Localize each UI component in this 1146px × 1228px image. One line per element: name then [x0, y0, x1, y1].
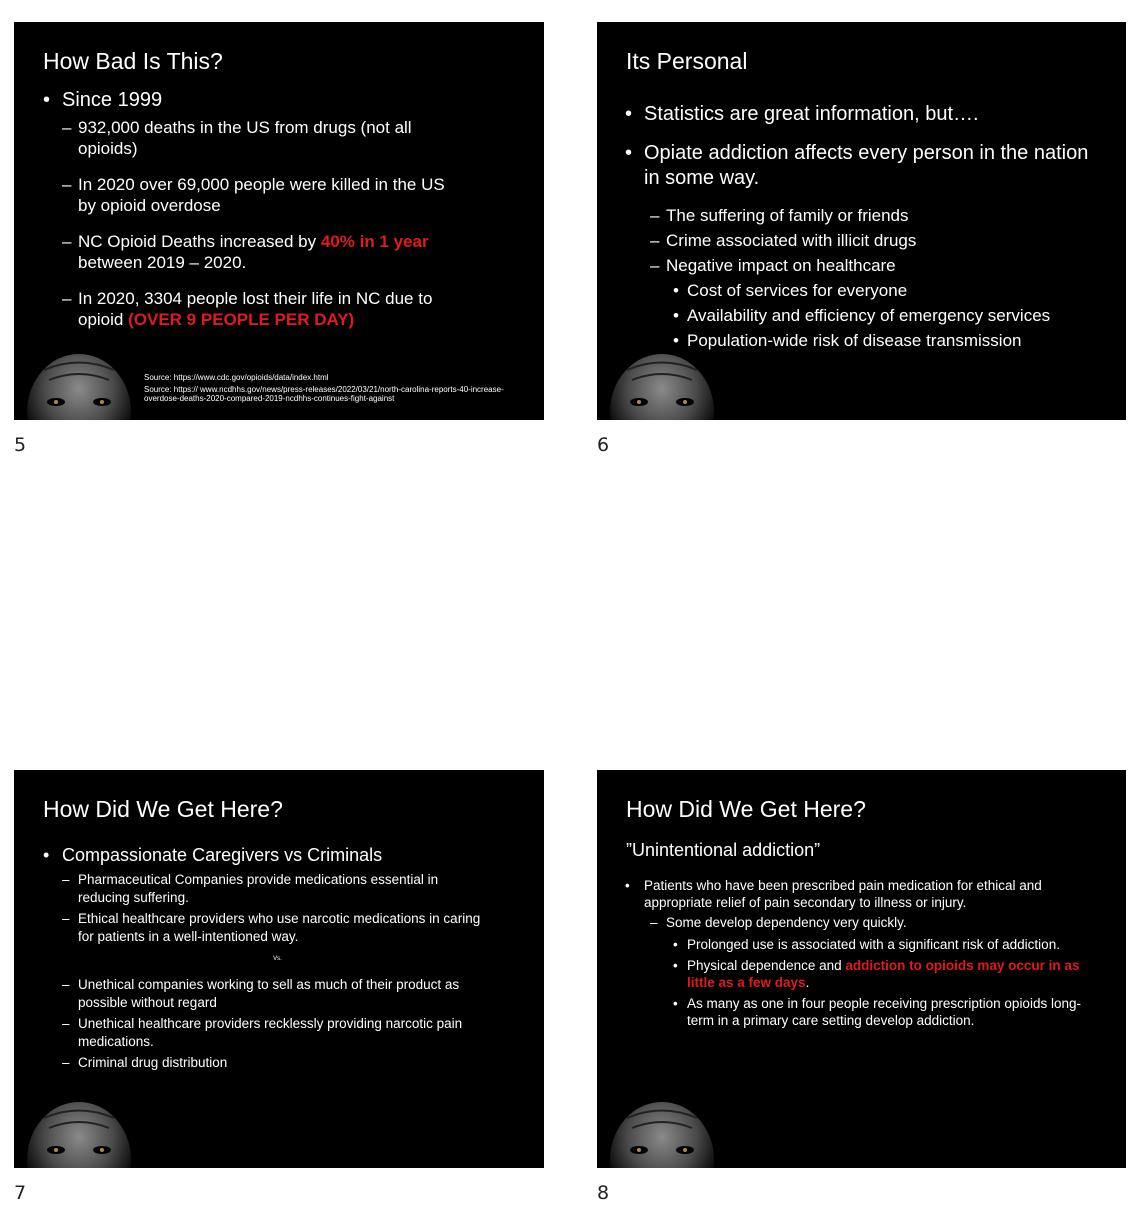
vs-label: Vs. [273, 956, 282, 962]
list-item: – Negative impact on healthcare • Cost of services for everyone • Availability and efficiency of emergency services • Population-wide risk of disease transmission [650, 253, 1095, 353]
source-line: Source: https:// www.ncdhhs.gov/news/press-releases/2022/03/21/north-carolina-reports-40-increase-overdose-deaths-2020-compared-2019-ncdhhs-continues-fight-against [144, 385, 504, 403]
face-image [24, 1098, 134, 1168]
list-item: – Ethical healthcare providers who use narcotic medications in caring for patients in a well-intentioned way. [62, 910, 493, 946]
list-item: – Pharmaceutical Companies provide medications essential in reducing suffering. [62, 871, 493, 907]
slide-title: How Bad Is This? [43, 48, 223, 74]
list-item: – Unethical companies working to sell as much of their product as possible without regard [62, 976, 493, 1012]
slide-title: Its Personal [626, 48, 748, 74]
bullet-item: • Patients who have been prescribed pain medication for ethical and appropriate relief of pain secondary to illness or injury. – Some develop dependency very quickly. • Prolonged use is associated with a significant risk of addiction. • Physical dependence and addiction to opioids may occur in as little as a few days. • As many as one in four people receiving prescription opioids long-term in a primary care setting develop addiction. [625, 877, 1090, 1029]
slide-number: 6 [597, 434, 610, 456]
bullet-list [625, 102, 1095, 353]
list-item: – The suffering of family or friends [650, 203, 1095, 228]
bullet-list [43, 845, 493, 1072]
list-item: – Crime associated with illicit drugs [650, 228, 1095, 253]
bullet-item: • Statistics are great information, but…. [625, 102, 1095, 127]
bullet-list [43, 89, 463, 330]
sub-item: • As many as one in four people receiving prescription opioids long-term in a primary care setting develop addiction. [673, 995, 1090, 1029]
sources [144, 373, 524, 403]
slide-6 [597, 22, 1126, 420]
source-line: Source: https://www.cdc.gov/opioids/data/index.html [144, 373, 329, 382]
slide-number: 8 [597, 1182, 610, 1204]
list-item: – Unethical healthcare providers recklessly providing narcotic pain medications. [62, 1015, 493, 1051]
bullet-item: • Opiate addiction affects every person in the nation in some way. – The suffering of family or friends – Crime associated with illicit drugs – Negative impact on healthcare • Cost of services for everyone • Availability and efficiency of emergency services • Population-wide risk of disease transmission [625, 141, 1095, 353]
slide-title: How Did We Get Here? [626, 796, 866, 822]
face-image [24, 350, 134, 420]
bullet-list [625, 877, 1090, 1029]
list-item: – In 2020, 3304 people lost their life in NC due to opioid (OVER 9 PEOPLE PER DAY) [62, 288, 463, 330]
bullet-item: • Compassionate Caregivers vs Criminals – Pharmaceutical Companies provide medications essential in reducing suffering. – Ethical healthcare providers who use narcotic medications in caring for patients in a well-intentioned way. Vs. – Unethical companies working to sell as much of their product as possible without regard – Unethical healthcare providers recklessly providing narcotic pain medications. – Criminal drug distribution [43, 845, 493, 1072]
list-item: – Criminal drug distribution [62, 1054, 493, 1072]
list-item: – In 2020 over 69,000 people were killed in the US by opioid overdose [62, 174, 463, 216]
sub-item: • Population-wide risk of disease transmission [673, 328, 1095, 353]
list-item: – NC Opioid Deaths increased by 40% in 1 year between 2019 – 2020. [62, 231, 463, 273]
sub-item: • Physical dependence and addiction to opioids may occur in as little as a few days. [673, 957, 1090, 991]
slide-title: How Did We Get Here? [43, 796, 283, 822]
sub-item: • Availability and efficiency of emergency services [673, 303, 1095, 328]
list-item: – 932,000 deaths in the US from drugs (not all opioids) [62, 117, 463, 159]
slide-7 [14, 770, 544, 1168]
face-image [607, 1098, 717, 1168]
sub-item: • Cost of services for everyone [673, 278, 1095, 303]
sub-item: • Prolonged use is associated with a significant risk of addiction. [673, 936, 1090, 953]
slide-8 [597, 770, 1126, 1168]
bullet-item: • Since 1999 – 932,000 deaths in the US from drugs (not all opioids) – In 2020 over 69,000 people were killed in the US by opioid overdose – NC Opioid Deaths increased by 40% in 1 year between 2019 – 2020. – In 2020, 3304 people lost their life in NC due to opioid (OVER 9 PEOPLE PER DAY) [43, 89, 463, 330]
slide-5 [14, 22, 544, 420]
face-image [607, 350, 717, 420]
list-item: – Some develop dependency very quickly. • Prolonged use is associated with a significant risk of addiction. • Physical dependence and addiction to opioids may occur in as little as a few days. • As many as one in four people receiving prescription opioids long-term in a primary care setting develop addiction. [650, 914, 1090, 1029]
slide-number: 5 [14, 434, 27, 456]
slide-subtitle: ”Unintentional addiction” [626, 840, 821, 860]
slide-number: 7 [14, 1182, 27, 1204]
